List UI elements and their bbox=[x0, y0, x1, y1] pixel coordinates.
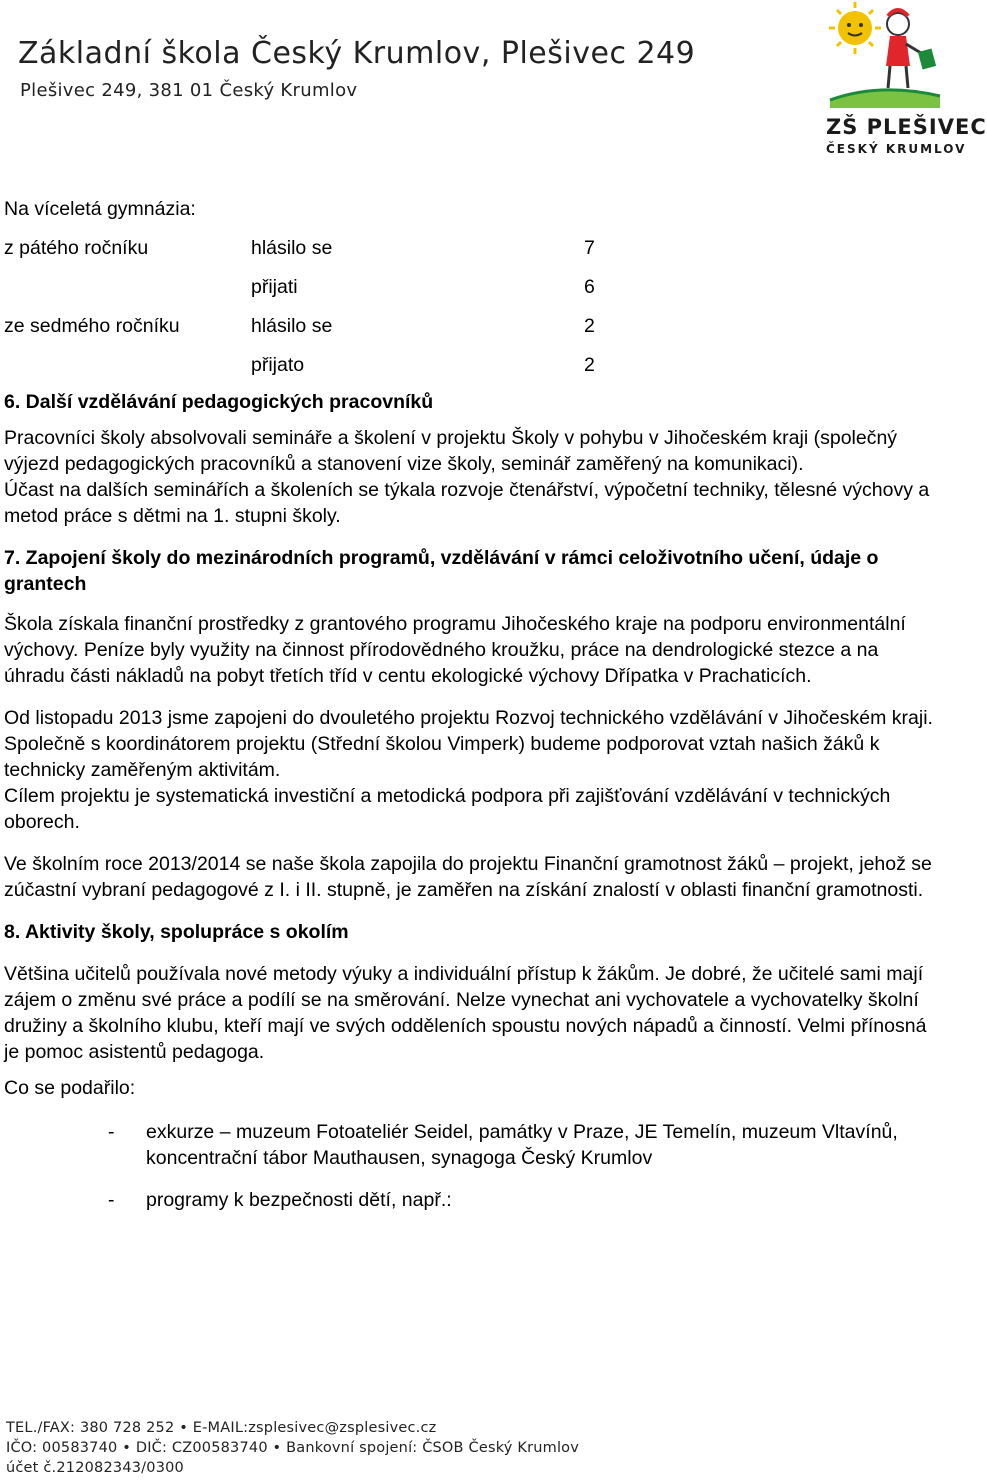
success-list bbox=[4, 1119, 944, 1213]
footer-contact: TEL./FAX: 380 728 252 • E-MAIL:zsplesivec@zsplesivec.cz bbox=[6, 1420, 437, 1436]
footer-account: účet č.212082343/0300 bbox=[6, 1460, 184, 1476]
section-6-paragraph: Pracovníci školy absolvovali semináře a školení v projektu Školy v pohybu v Jihočeském kraji (společný výjezd pedagogických pracovníků a stanovení vize školy, seminář zaměřený na komunikaci). bbox=[4, 427, 898, 475]
row-label: z pátého ročníku bbox=[4, 237, 149, 259]
row-status: přijati bbox=[251, 276, 298, 298]
section-7-paragraph: Cílem projektu je systematická investiční a metodická podpora při zajišťování vzdělávání v technických oborech. bbox=[4, 785, 891, 833]
document-body bbox=[4, 196, 944, 1213]
row-status: hlásilo se bbox=[251, 237, 333, 259]
list-dash: - bbox=[108, 1121, 115, 1143]
list-item-text: programy k bezpečnosti dětí, např.: bbox=[146, 1189, 452, 1211]
table-row bbox=[4, 235, 944, 274]
section-7-paragraph: Ve školním roce 2013/2014 se naše škola zapojila do projektu Finanční gramotnost žáků – projekt, jehož se zúčastní vybraní pedagogové z I. i II. stupně, je zaměřen na získání znalostí v oblasti finanční gramotnosti. bbox=[4, 853, 932, 901]
row-count: 7 bbox=[584, 237, 595, 259]
row-status: hlásilo se bbox=[251, 315, 333, 337]
logo-illustration-icon bbox=[810, 0, 950, 120]
success-label: Co se podařilo: bbox=[4, 1077, 136, 1099]
row-label: ze sedmého ročníku bbox=[4, 315, 180, 337]
section-8-heading: 8. Aktivity školy, spolupráce s okolím bbox=[4, 921, 349, 943]
table-row bbox=[4, 274, 944, 313]
gymnasium-table bbox=[4, 235, 944, 389]
row-count: 2 bbox=[584, 315, 595, 337]
section-6-heading: 6. Další vzdělávání pedagogických pracovníků bbox=[4, 391, 434, 413]
school-name: Základní škola Český Krumlov, Plešivec 249 bbox=[18, 36, 696, 71]
section-7-paragraph: Od listopadu 2013 jsme zapojeni do dvouletého projektu Rozvoj technického vzdělávání v Jihočeském kraji. Společně s koordinátorem projektu (Střední školou Vimperk) budeme podporovat vztah našich žáků k technicky zaměřeným aktivitám. bbox=[4, 707, 933, 781]
list-item bbox=[4, 1187, 944, 1213]
row-count: 2 bbox=[584, 354, 595, 376]
section-7-heading: 7. Zapojení školy do mezinárodních programů, vzdělávání v rámci celoživotního učení, údaje o grantech bbox=[4, 547, 879, 595]
school-address: Plešivec 249, 381 01 Český Krumlov bbox=[20, 80, 358, 101]
school-logo bbox=[790, 0, 987, 165]
page-footer bbox=[6, 1418, 579, 1478]
list-item bbox=[4, 1119, 944, 1171]
section-8-paragraph: Většina učitelů používala nové metody výuky a individuální přístup k žákům. Je dobré, že učitelé sami mají zájem o změnu své práce a podílí se na směrování. Nelze vynechat ani vychovatele a vychovatelky školní družiny a školního klubu, kteří mají ve svých odděleních spoustu nových nápadů a činností. Velmi přínosná je pomoc asistentů pedagoga. bbox=[4, 963, 927, 1063]
table-row bbox=[4, 313, 944, 352]
row-count: 6 bbox=[584, 276, 595, 298]
logo-name: ZŠ PLEŠIVEC bbox=[826, 115, 987, 139]
gymnasium-heading: Na víceletá gymnázia: bbox=[4, 198, 196, 220]
section-6-paragraph: Účast na dalších seminářích a školeních se týkala rozvoje čtenářství, výpočetní techniky, tělesné výchovy a metod práce s dětmi na 1. stupni školy. bbox=[4, 479, 930, 527]
table-row bbox=[4, 352, 944, 389]
footer-ids: IČO: 00583740 • DIČ: CZ00583740 • Bankovní spojení: ČSOB Český Krumlov bbox=[6, 1440, 580, 1456]
logo-city: ČESKÝ KRUMLOV bbox=[826, 142, 967, 156]
section-7-paragraph: Škola získala finanční prostředky z grantového programu Jihočeského kraje na podporu environmentální výchovy. Peníze byly využity na činnost přírodovědného kroužku, práce na dendrologické stezce a na úhradu části nákladů na pobyt třetích tříd v centu ekologické výchovy Dřípatka v Prachaticích. bbox=[4, 613, 906, 687]
list-item-text: exkurze – muzeum Fotoateliér Seidel, památky v Praze, JE Temelín, muzeum Vltavínů, koncentrační tábor Mauthausen, synagoga Český Krumlov bbox=[146, 1121, 898, 1169]
list-dash: - bbox=[108, 1189, 115, 1211]
row-status: přijato bbox=[251, 354, 305, 376]
